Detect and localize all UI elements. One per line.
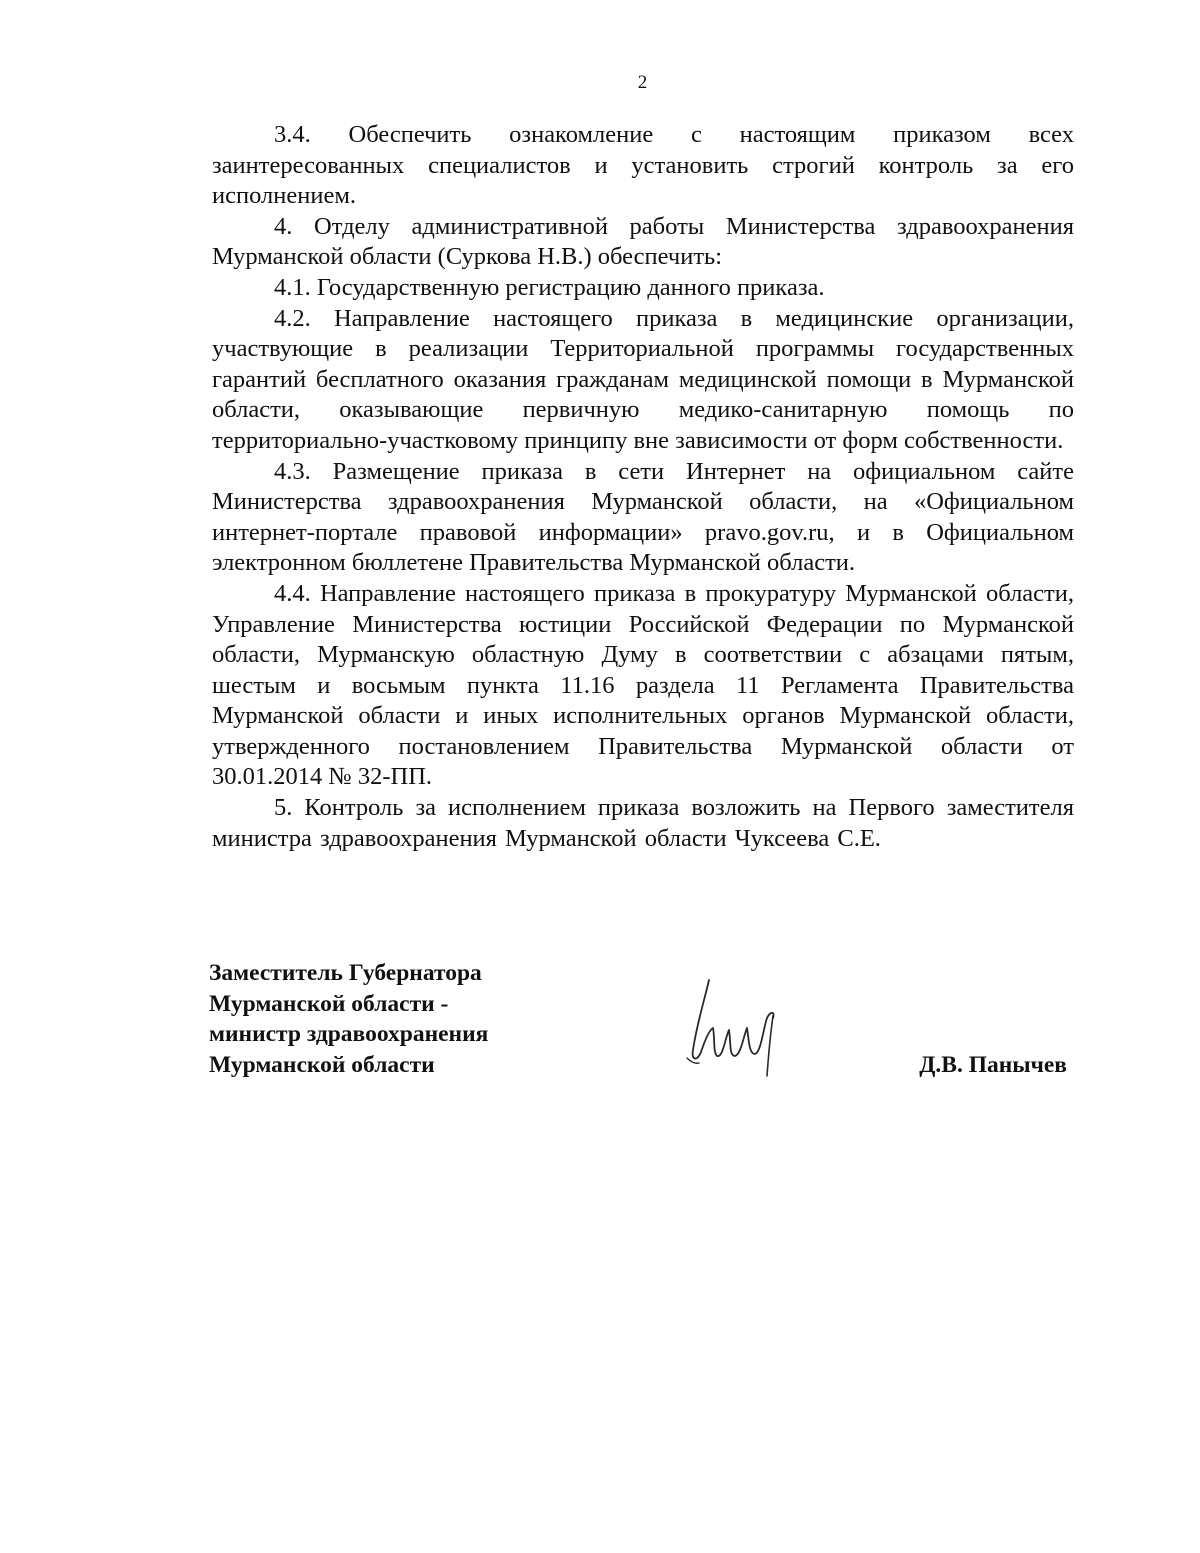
paragraph-4-4: 4.4. Направление настоящего приказа в прокуратуру Мурманской области, Управление Министерства юстиции Российской Федерации по Мурманской области, Мурманскую областную Думу в соответствии с абзацами пятым, шестым и восьмым пункта 11.16 раздела 11 Регламента Правительства Мурманской области и иных исполнительных органов Мурманской области, утвержденного постановлением Правительства Мурманской области от 30.01.2014 № 32-ПП.: [212, 579, 1074, 791]
paragraph-4-3: 4.3. Размещение приказа в сети Интернет на официальном сайте Министерства здравоохранения Мурманской области, на «Официальном интернет-портале правовой информации» pravo.gov.ru, и в Официальном электронном бюллетене Правительства Мурманской области.: [212, 457, 1074, 577]
paragraph-4-2: 4.2. Направление настоящего приказа в медицинские организации, участвующие в реализации Территориальной программы государственных гарантий бесплатного оказания гражданам медицинской помощи в Мурманской области, оказывающие первичную медико-санитарную помощь по территориально-участковому принципу вне зависимости от форм собственности.: [212, 304, 1074, 454]
paragraph-5: 5. Контроль за исполнением приказа возложить на Первого заместителя министра здравоохранения Мурманской области Чуксеева С.Е.: [212, 794, 1074, 852]
document-body: [212, 120, 1074, 854]
handwritten-signature: [679, 968, 799, 1078]
signature-block: [209, 958, 1079, 1088]
paragraph-4-1: 4.1. Государственную регистрацию данного приказа.: [274, 273, 825, 301]
paragraph-3-4: 3.4. Обеспечить ознакомление с настоящим приказом всех заинтересованных специалистов и установить строгий контроль за его исполнением.: [212, 121, 1074, 210]
page-number: 2: [637, 72, 648, 93]
signer-name: Д.В. Панычев: [919, 1052, 1067, 1078]
paragraph-4: 4. Отделу административной работы Министерства здравоохранения Мурманской области (Суркова Н.В.) обеспечить:: [212, 212, 1074, 271]
signer-title: Заместитель Губернатора Мурманской области - министр здравоохранения Мурманской области: [209, 960, 489, 1078]
